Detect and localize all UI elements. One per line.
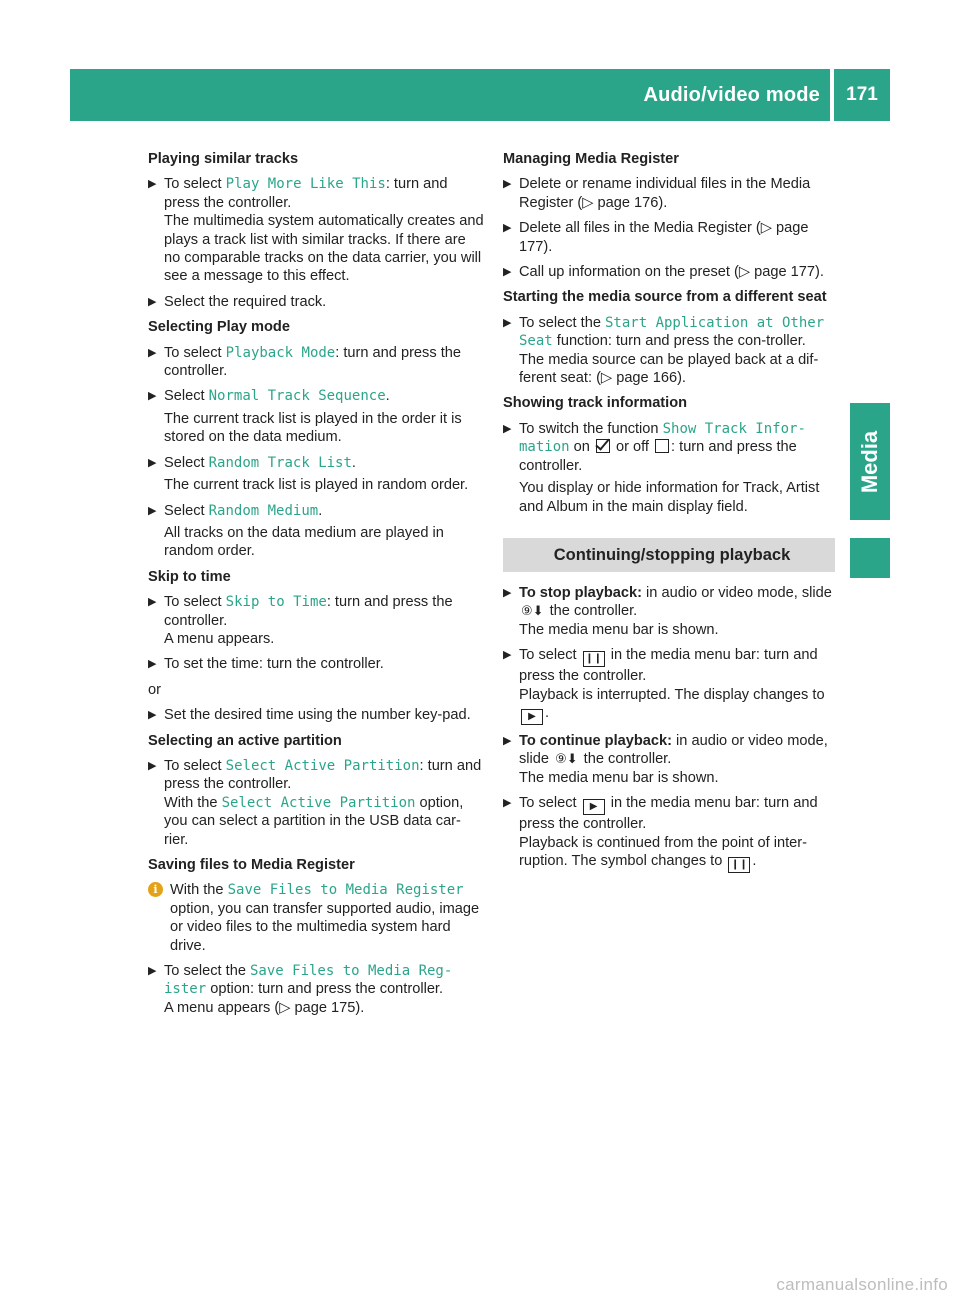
- item-bold-text: To continue playback:: [519, 732, 672, 749]
- item-text: function: turn and press the con-troller.: [552, 333, 806, 350]
- page-header: [70, 69, 890, 121]
- item-continuation: A menu appears (▷ page 175).: [164, 999, 365, 1016]
- play-icon: ▶: [583, 799, 605, 815]
- arrow-icon: ▶: [503, 797, 512, 810]
- list-item: [503, 420, 835, 516]
- side-tab-media: [850, 403, 890, 520]
- info-icon: i: [148, 882, 163, 897]
- item-text: To select: [519, 795, 581, 812]
- arrow-icon: ▶: [148, 346, 157, 359]
- menu-option: Normal Track Sequence: [208, 388, 386, 405]
- list-item: [503, 732, 835, 787]
- heading-track-information: Showing track information: [503, 395, 688, 412]
- left-column: [148, 150, 484, 1024]
- item-text: To select: [519, 647, 581, 664]
- item-text: .: [385, 388, 390, 405]
- item-text: in audio or video mode, slide: [642, 584, 832, 601]
- item-text: Select: [164, 502, 209, 519]
- list-item: [148, 387, 484, 446]
- arrow-icon: ▶: [503, 222, 512, 235]
- list-item: [148, 344, 484, 381]
- heading-active-partition: Selecting an active partition: [148, 732, 342, 749]
- section-title: Audio/video mode: [643, 84, 820, 106]
- list-item: [503, 263, 835, 281]
- checkbox-empty-icon: [655, 439, 669, 453]
- item-text: .: [318, 502, 323, 519]
- controller-slide-icon: ⑨⬇: [555, 751, 578, 767]
- note-text: With the: [170, 882, 228, 899]
- item-text: : turn and press the controller.: [164, 594, 453, 629]
- item-text: Select the required track.: [164, 293, 327, 310]
- item-text: Select: [164, 388, 209, 405]
- item-text: To switch the function: [519, 420, 663, 437]
- item-continuation: The current track list is played in the order it is stored on the data medium.: [164, 410, 462, 446]
- play-icon: ▶: [521, 709, 543, 725]
- arrow-icon: ▶: [503, 266, 512, 279]
- menu-option: Play More Like This: [225, 176, 386, 193]
- item-text: Delete all files in the Media Register (▷ page 177).: [519, 220, 809, 255]
- list-item: [503, 584, 835, 639]
- page-number: 171: [846, 84, 878, 105]
- item-text: in the media menu bar: turn and press the controller.: [519, 795, 818, 833]
- heading-different-seat: Starting the media source from a different seat: [503, 289, 827, 306]
- item-text: To select: [164, 757, 226, 774]
- item-continuation: The media menu bar is shown.: [519, 769, 719, 786]
- item-bold-text: To stop playback:: [519, 584, 642, 601]
- list-item: [148, 962, 484, 1017]
- item-text: : turn and press the controller.: [519, 439, 797, 474]
- side-marker: [850, 538, 890, 578]
- item-text: or off: [611, 439, 654, 456]
- item-text: in the media menu bar: turn and press the controller.: [519, 647, 818, 685]
- item-text: .: [351, 454, 356, 471]
- arrow-icon: ▶: [148, 658, 157, 671]
- item-text: With the: [164, 794, 222, 811]
- heading-play-mode: Selecting Play mode: [148, 319, 290, 336]
- arrow-icon: ▶: [148, 504, 157, 517]
- list-item: [503, 646, 835, 725]
- item-continuation: The media source can be played back at a dif-ferent seat: (▷ page 166).: [519, 351, 819, 387]
- item-text: To select: [164, 176, 226, 193]
- item-text: option: turn and press the controller.: [206, 981, 444, 998]
- item-text: the controller.: [579, 751, 672, 768]
- list-item: [148, 655, 484, 673]
- item-text: Playback is continued from the point of inter-ruption. The symbol changes to: [519, 834, 807, 869]
- item-text: : turn and press the controller.: [164, 176, 448, 211]
- arrow-icon: ▶: [148, 596, 157, 609]
- list-item: [503, 794, 835, 873]
- item-text: Playback is interrupted. The display changes to: [519, 686, 825, 703]
- item-text: option, you can select a partition in the USB data car-rier.: [164, 794, 464, 848]
- item-text: the controller.: [545, 603, 638, 620]
- list-item: [148, 454, 484, 495]
- arrow-icon: ▶: [148, 709, 157, 722]
- heading-saving-files: Saving files to Media Register: [148, 857, 355, 873]
- arrow-icon: ▶: [148, 759, 157, 772]
- menu-option: Start Application at Other Seat: [519, 314, 825, 350]
- controller-slide-icon: ⑨⬇: [521, 603, 544, 619]
- menu-option: Random Track List: [208, 454, 352, 471]
- heading-similar-tracks: Playing similar tracks: [148, 151, 299, 167]
- menu-option: Select Active Partition: [221, 794, 416, 811]
- item-text: Delete or rename individual files in the Media Register (▷ page 176).: [519, 176, 811, 211]
- list-item: [148, 502, 484, 561]
- note-text: option, you can transfer supported audio, image or video files to the multimedia system hard drive.: [170, 900, 480, 954]
- item-text: To select: [164, 344, 226, 361]
- item-continuation: The media menu bar is shown.: [519, 621, 719, 638]
- arrow-icon: ▶: [148, 178, 157, 191]
- arrow-icon: ▶: [503, 586, 512, 599]
- arrow-icon: ▶: [148, 390, 157, 403]
- item-continuation: You display or hide information for Track, Artist and Album in the main display field.: [519, 480, 820, 515]
- item-text: To select the: [164, 963, 250, 980]
- item-text: .: [545, 704, 550, 721]
- list-item: [148, 757, 484, 849]
- item-continuation: The multimedia system automatically creates and plays a track list with similar tracks. If there are no comparable tracks on the data carrier, you will see a message to this effect.: [164, 213, 484, 285]
- arrow-icon: ▶: [503, 734, 512, 747]
- list-item: [148, 706, 484, 724]
- checkbox-checked-icon: [596, 439, 610, 453]
- item-text: To select: [164, 594, 226, 611]
- item-continuation: A menu appears.: [164, 630, 275, 647]
- menu-option: Show Track Infor-mation: [519, 420, 806, 456]
- list-item: [148, 593, 484, 648]
- menu-option: Save Files to Media Reg-ister: [164, 963, 453, 998]
- list-item: [148, 175, 484, 285]
- watermark: carmanualsonline.info: [776, 1274, 948, 1294]
- item-text: Set the desired time using the number key-pad.: [164, 707, 471, 724]
- list-item: [503, 219, 835, 256]
- list-item: [148, 293, 484, 311]
- pause-icon: ❙❙: [583, 651, 605, 667]
- menu-option: Skip to Time: [225, 594, 327, 611]
- menu-option: Save Files to Media Register: [227, 882, 464, 899]
- item-text: .: [752, 852, 757, 869]
- right-column: [503, 150, 835, 880]
- item-text: : turn and press the controller.: [164, 757, 482, 793]
- item-text: To select the: [519, 314, 605, 331]
- arrow-icon: ▶: [148, 295, 157, 308]
- item-text: To set the time: turn the controller.: [164, 656, 384, 673]
- menu-option: Playback Mode: [225, 344, 336, 361]
- list-item: [503, 314, 835, 388]
- menu-option: Random Medium: [208, 502, 319, 519]
- item-continuation: The current track list is played in random order.: [164, 477, 469, 494]
- item-text: : turn and press the controller.: [164, 344, 461, 380]
- menu-option: Select Active Partition: [225, 757, 420, 774]
- or-text: or: [148, 681, 161, 698]
- arrow-icon: ▶: [503, 422, 512, 435]
- item-text: Call up information on the preset (▷ page 177).: [519, 264, 824, 281]
- heading-managing-media-register: Managing Media Register: [503, 151, 679, 167]
- item-continuation: All tracks on the data medium are played in random order.: [164, 524, 444, 560]
- side-tab-label: Media: [857, 430, 882, 493]
- section-bar-playback: Continuing/stopping playback: [503, 538, 835, 572]
- arrow-icon: ▶: [148, 456, 157, 469]
- item-text: Select: [164, 454, 209, 471]
- arrow-icon: ▶: [503, 316, 512, 329]
- arrow-icon: ▶: [148, 965, 157, 978]
- list-item: [503, 175, 835, 212]
- item-text: on: [569, 439, 594, 456]
- heading-skip-to-time: Skip to time: [148, 568, 231, 585]
- arrow-icon: ▶: [503, 178, 512, 191]
- pause-icon: ❙❙: [728, 857, 750, 873]
- arrow-icon: ▶: [503, 649, 512, 662]
- info-note: [148, 881, 484, 955]
- item-text: in audio or video mode, slide: [519, 732, 828, 768]
